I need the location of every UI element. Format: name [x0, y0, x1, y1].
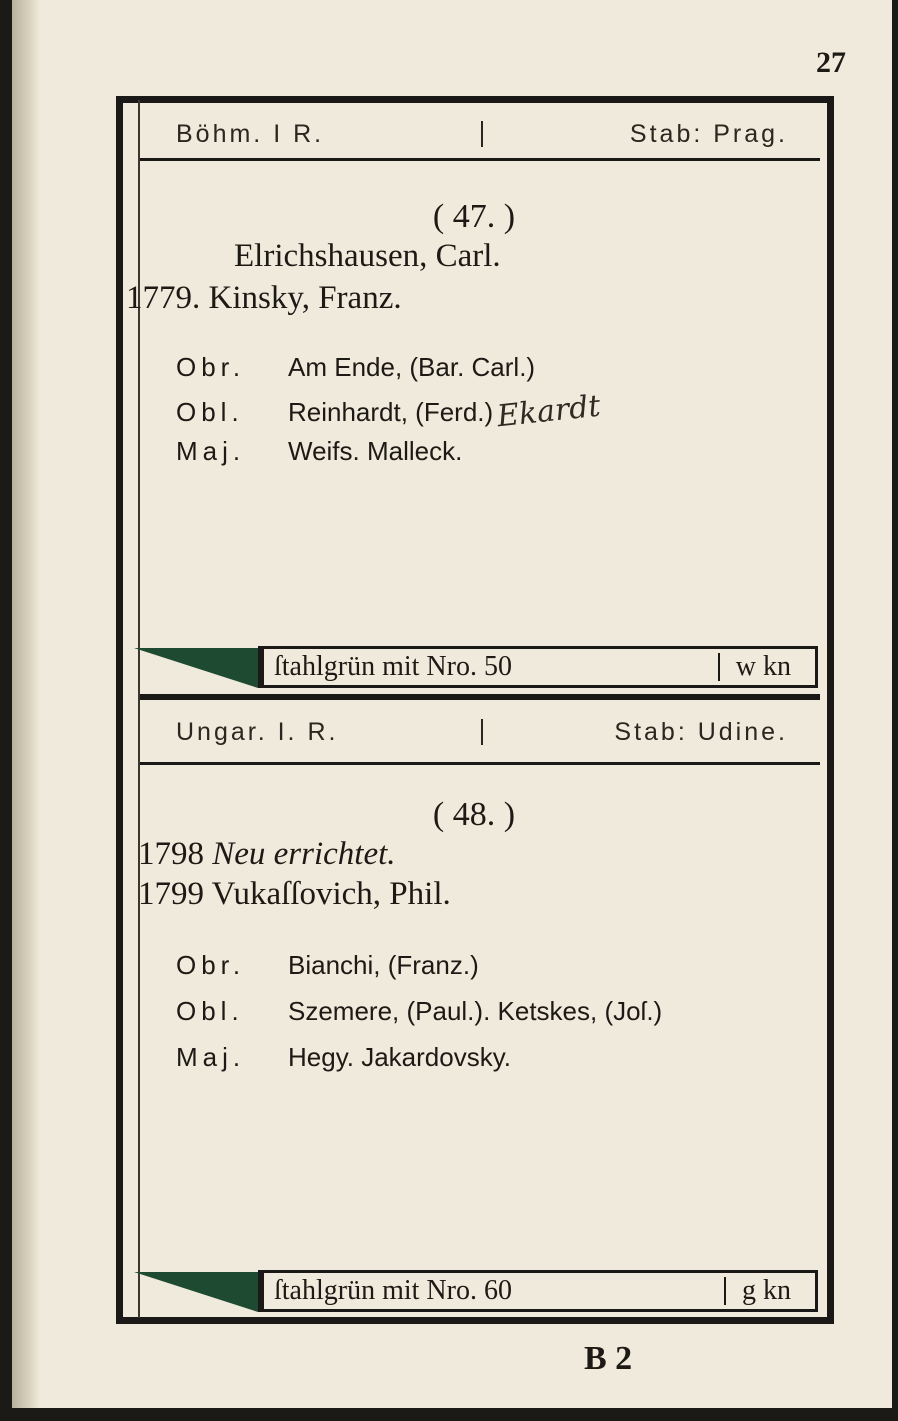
- facing-color-box: [258, 646, 818, 688]
- page-edge-right: [892, 0, 898, 1421]
- facing-color-box: [258, 1270, 818, 1312]
- officer-rank: Obl.: [176, 397, 244, 427]
- officer-rank: Obl.: [176, 996, 244, 1026]
- facing-color: ſtahlgrün mit Nro. 50: [274, 651, 512, 682]
- officer-rank: Maj.: [176, 1042, 246, 1072]
- officer-row: [176, 1042, 511, 1073]
- facing-color-row: [134, 1270, 824, 1314]
- officer-row: [176, 996, 662, 1027]
- officer-row: [176, 950, 479, 981]
- header-rule: [140, 158, 820, 161]
- officer-row: [176, 388, 603, 435]
- header-separator: [481, 719, 483, 745]
- button-code: g kn: [742, 1275, 791, 1306]
- page-number: 27: [816, 46, 846, 79]
- page-edge-bottom: [0, 1408, 898, 1421]
- proprietor-name: Kinsky, Franz.: [208, 280, 402, 316]
- officer-rank: Maj.: [176, 436, 246, 466]
- officer-names: Am Ende, (Bar. Carl.): [288, 352, 536, 382]
- facing-color: ſtahlgrün mit Nro. 60: [274, 1275, 512, 1306]
- page-gutter: [12, 0, 40, 1421]
- proprietor-name: Elrichshausen, Carl.: [234, 238, 501, 274]
- header-separator: [481, 121, 483, 147]
- regiment-number: ( 47. ): [432, 198, 516, 235]
- handwritten-note: Ekardt: [495, 388, 603, 435]
- button-code: w kn: [735, 651, 791, 682]
- section-rule: [140, 694, 820, 700]
- regiment-name: Ungar. I. R.: [176, 717, 339, 746]
- regiment-number: ( 48. ): [432, 796, 516, 833]
- proprietor-line: [138, 836, 396, 873]
- staff-location: Stab: Prag.: [629, 119, 788, 148]
- page-edge: [0, 0, 12, 1421]
- staff-location: Stab: Udine.: [614, 717, 788, 746]
- officer-names: Weifs. Malleck.: [288, 436, 463, 466]
- flag-icon: [134, 1272, 258, 1312]
- proprietor-year: 1799: [138, 876, 204, 912]
- proprietor-line: [138, 876, 451, 913]
- entry-header: [140, 710, 818, 754]
- officer-names: Szemere, (Paul.). Ketskes, (Joſ.): [288, 996, 663, 1026]
- officer-row: [176, 352, 535, 383]
- officer-row: [176, 436, 462, 467]
- officer-rank: Obr.: [176, 950, 246, 980]
- proprietor-name: Vukaſſovich, Phil.: [211, 876, 451, 912]
- proprietor-year: 1779.: [126, 280, 201, 316]
- facing-color-row: [134, 646, 824, 690]
- proprietor-line: [126, 280, 402, 317]
- entry-header: [140, 112, 818, 156]
- officer-names: Reinhardt, (Ferd.): [288, 397, 494, 427]
- header-rule: [140, 762, 820, 765]
- facing-separator: [718, 653, 720, 681]
- proprietor-name: Neu errichtet.: [212, 836, 396, 872]
- officer-names: Hegy. Jakardovsky.: [288, 1042, 512, 1072]
- officer-rank: Obr.: [176, 352, 246, 382]
- flag-icon: [134, 648, 258, 688]
- officer-names: Bianchi, (Franz.): [288, 950, 479, 980]
- facing-separator: [724, 1277, 726, 1305]
- proprietor-year: 1798: [138, 836, 204, 872]
- signature-mark: B 2: [584, 1340, 633, 1377]
- proprietor-line: [234, 238, 501, 275]
- regiment-name: Böhm. I R.: [176, 119, 325, 148]
